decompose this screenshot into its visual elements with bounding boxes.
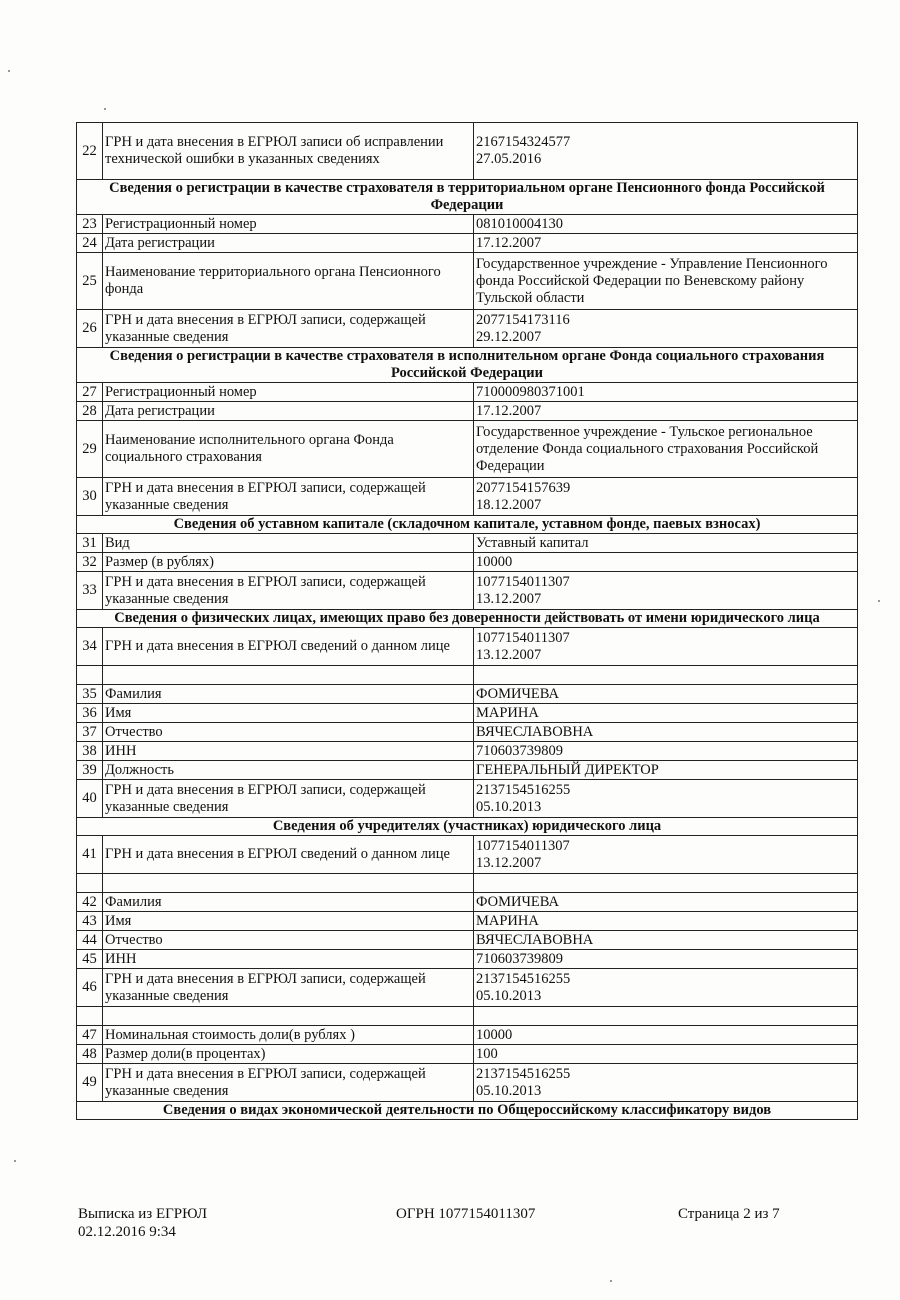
footer-doc-title: Выписка из ЕГРЮЛ xyxy=(78,1206,207,1222)
row-number: 41 xyxy=(77,836,103,874)
field-value-line: ФОМИЧЕВА xyxy=(476,893,559,910)
footer-datetime: 02.12.2016 9:34 xyxy=(78,1224,176,1240)
empty-cell xyxy=(103,1007,474,1026)
field-value-line: 2137154516255 xyxy=(476,1065,571,1082)
field-label: Наименование исполнительного органа Фонда социального страхования xyxy=(103,421,474,478)
field-value-line: 710603739809 xyxy=(476,950,563,967)
table-row xyxy=(77,572,858,610)
row-number: 29 xyxy=(77,421,103,478)
field-value-line: ВЯЧЕСЛАВОВНА xyxy=(476,723,594,740)
field-label: ИНН xyxy=(103,742,474,761)
field-value-line: 2137154516255 xyxy=(476,970,571,987)
table-row xyxy=(77,123,858,180)
row-number: 28 xyxy=(77,402,103,421)
table-row xyxy=(77,1064,858,1102)
field-value-line: 18.12.2007 xyxy=(476,496,542,513)
field-value-line: 1077154011307 xyxy=(476,837,570,854)
row-number: 42 xyxy=(77,893,103,912)
field-value-line: 17.12.2007 xyxy=(476,234,542,251)
field-value-line: 1077154011307 xyxy=(476,573,570,590)
field-value-line: 05.10.2013 xyxy=(476,798,542,815)
field-label: Регистрационный номер xyxy=(103,383,474,402)
table-row xyxy=(77,704,858,723)
field-label: ГРН и дата внесения в ЕГРЮЛ сведений о данном лице xyxy=(103,836,474,874)
row-number: 23 xyxy=(77,215,103,234)
field-value-line: 710000980371001 xyxy=(476,383,585,400)
field-value xyxy=(474,836,858,874)
field-value xyxy=(474,1026,858,1045)
section-header-row xyxy=(77,818,858,836)
table-row xyxy=(77,421,858,478)
section-title: Сведения о регистрации в качестве страхователя в исполнительном органе Фонда социального страхования Российской Федерации xyxy=(77,348,858,383)
table-row xyxy=(77,310,858,348)
scan-speck xyxy=(14,1160,16,1162)
section-title: Сведения о видах экономической деятельности по Общероссийскому классификатору видов xyxy=(77,1102,858,1120)
field-label: Фамилия xyxy=(103,685,474,704)
empty-cell xyxy=(474,1007,858,1026)
field-label: ГРН и дата внесения в ЕГРЮЛ сведений о данном лице xyxy=(103,628,474,666)
row-number: 22 xyxy=(77,123,103,180)
field-label: Регистрационный номер xyxy=(103,215,474,234)
field-value-line: МАРИНА xyxy=(476,704,539,721)
table-row xyxy=(77,969,858,1007)
field-value xyxy=(474,704,858,723)
field-value xyxy=(474,215,858,234)
field-value xyxy=(474,931,858,950)
field-value xyxy=(474,1045,858,1064)
section-title: Сведения об уставном капитале (складочном капитале, уставном фонде, паевых взносах) xyxy=(77,516,858,534)
row-number: 27 xyxy=(77,383,103,402)
empty-cell xyxy=(77,666,103,685)
row-number: 40 xyxy=(77,780,103,818)
field-label: ИНН xyxy=(103,950,474,969)
row-number: 24 xyxy=(77,234,103,253)
field-value xyxy=(474,628,858,666)
empty-cell xyxy=(474,874,858,893)
row-number: 37 xyxy=(77,723,103,742)
field-value xyxy=(474,723,858,742)
field-value xyxy=(474,761,858,780)
field-value-line: 10000 xyxy=(476,553,513,570)
row-number: 43 xyxy=(77,912,103,931)
row-number: 48 xyxy=(77,1045,103,1064)
document-sheet xyxy=(76,122,856,1120)
field-value xyxy=(474,383,858,402)
egrul-table xyxy=(76,122,858,1120)
field-value xyxy=(474,685,858,704)
field-value xyxy=(474,1064,858,1102)
row-number: 49 xyxy=(77,1064,103,1102)
scan-speck xyxy=(878,600,880,602)
table-row xyxy=(77,780,858,818)
section-title: Сведения о физических лицах, имеющих право без доверенности действовать от имени юридического лица xyxy=(77,610,858,628)
row-number: 30 xyxy=(77,478,103,516)
footer-ogrn: ОГРН 1077154011307 xyxy=(396,1206,536,1222)
egrul-table-body xyxy=(77,123,858,1120)
field-value xyxy=(474,421,858,478)
scan-speck xyxy=(610,1280,612,1282)
field-label: ГРН и дата внесения в ЕГРЮЛ записи, содержащей указанные сведения xyxy=(103,780,474,818)
field-value xyxy=(474,950,858,969)
field-value-line: ГЕНЕРАЛЬНЫЙ ДИРЕКТОР xyxy=(476,761,659,778)
row-number: 26 xyxy=(77,310,103,348)
row-number: 35 xyxy=(77,685,103,704)
field-value xyxy=(474,893,858,912)
field-label: Вид xyxy=(103,534,474,553)
empty-cell xyxy=(77,874,103,893)
empty-cell xyxy=(77,1007,103,1026)
field-value xyxy=(474,553,858,572)
table-row xyxy=(77,761,858,780)
table-row xyxy=(77,912,858,931)
row-number: 46 xyxy=(77,969,103,1007)
empty-cell xyxy=(103,874,474,893)
table-row xyxy=(77,893,858,912)
field-value-line: ФОМИЧЕВА xyxy=(476,685,559,702)
row-number: 44 xyxy=(77,931,103,950)
field-label: Дата регистрации xyxy=(103,234,474,253)
table-row xyxy=(77,383,858,402)
field-value xyxy=(474,742,858,761)
blank-row xyxy=(77,874,858,893)
table-row xyxy=(77,215,858,234)
field-label: Размер (в рублях) xyxy=(103,553,474,572)
row-number: 25 xyxy=(77,253,103,310)
field-label: ГРН и дата внесения в ЕГРЮЛ записи, содержащей указанные сведения xyxy=(103,310,474,348)
table-row xyxy=(77,402,858,421)
field-value xyxy=(474,969,858,1007)
field-value xyxy=(474,234,858,253)
field-value-line: 29.12.2007 xyxy=(476,328,542,345)
field-value-line: 13.12.2007 xyxy=(476,646,542,663)
field-label: Имя xyxy=(103,912,474,931)
field-value-line: 10000 xyxy=(476,1026,513,1043)
section-title: Сведения об учредителях (участниках) юридического лица xyxy=(77,818,858,836)
table-row xyxy=(77,950,858,969)
table-row xyxy=(77,253,858,310)
table-row xyxy=(77,836,858,874)
field-label: Должность xyxy=(103,761,474,780)
field-value-line: 1077154011307 xyxy=(476,629,570,646)
row-number: 31 xyxy=(77,534,103,553)
row-number: 38 xyxy=(77,742,103,761)
table-row xyxy=(77,1026,858,1045)
row-number: 47 xyxy=(77,1026,103,1045)
field-value-line: 100 xyxy=(476,1045,498,1062)
field-value-line: 2077154157639 xyxy=(476,479,571,496)
row-number: 39 xyxy=(77,761,103,780)
field-value-line: 2167154324577 xyxy=(476,134,571,150)
field-value-line: Государственное учреждение - Управление Пенсионного фонда Российской Федерации по Веневскому району Тульской области xyxy=(476,255,828,306)
footer-left xyxy=(78,1205,207,1241)
table-row xyxy=(77,742,858,761)
field-value-line: 2077154173116 xyxy=(476,311,570,328)
field-label: Дата регистрации xyxy=(103,402,474,421)
field-label: ГРН и дата внесения в ЕГРЮЛ записи, содержащей указанные сведения xyxy=(103,1064,474,1102)
table-row xyxy=(77,478,858,516)
field-value-line: 27.05.2016 xyxy=(476,151,542,167)
field-label: Отчество xyxy=(103,931,474,950)
field-value-line: 081010004130 xyxy=(476,215,563,232)
section-header-row xyxy=(77,348,858,383)
field-value-line: МАРИНА xyxy=(476,912,539,929)
field-value-line: Государственное учреждение - Тульское региональное отделение Фонда социального страхования Российской Федерации xyxy=(476,423,819,474)
field-label: ГРН и дата внесения в ЕГРЮЛ записи, содержащей указанные сведения xyxy=(103,969,474,1007)
blank-row xyxy=(77,666,858,685)
field-label: ГРН и дата внесения в ЕГРЮЛ записи об исправлении технической ошибки в указанных сведениях xyxy=(103,123,474,180)
table-row xyxy=(77,1045,858,1064)
table-row xyxy=(77,685,858,704)
row-number: 33 xyxy=(77,572,103,610)
blank-row xyxy=(77,1007,858,1026)
row-number: 34 xyxy=(77,628,103,666)
section-header-row xyxy=(77,610,858,628)
scan-speck xyxy=(8,70,10,72)
field-value-line: 05.10.2013 xyxy=(476,987,542,1004)
section-header-row xyxy=(77,180,858,215)
field-value-line: 17.12.2007 xyxy=(476,402,542,419)
field-label: Наименование территориального органа Пенсионного фонда xyxy=(103,253,474,310)
scan-speck xyxy=(104,108,106,110)
footer-page-number: Страница 2 из 7 xyxy=(678,1206,780,1222)
section-header-row xyxy=(77,516,858,534)
field-value-line: ВЯЧЕСЛАВОВНА xyxy=(476,931,594,948)
table-row xyxy=(77,553,858,572)
field-value-line: 710603739809 xyxy=(476,742,563,759)
field-value-line: 2137154516255 xyxy=(476,781,571,798)
field-value-line: 13.12.2007 xyxy=(476,590,542,607)
field-value xyxy=(474,123,858,180)
field-label: Имя xyxy=(103,704,474,723)
field-value-line: 05.10.2013 xyxy=(476,1082,542,1099)
field-label: Фамилия xyxy=(103,893,474,912)
empty-cell xyxy=(103,666,474,685)
field-value-line: Уставный капитал xyxy=(476,534,589,551)
table-row xyxy=(77,534,858,553)
table-row xyxy=(77,723,858,742)
row-number: 36 xyxy=(77,704,103,723)
field-value xyxy=(474,534,858,553)
field-value xyxy=(474,912,858,931)
section-header-row xyxy=(77,1102,858,1120)
table-row xyxy=(77,234,858,253)
table-row xyxy=(77,931,858,950)
field-label: ГРН и дата внесения в ЕГРЮЛ записи, содержащей указанные сведения xyxy=(103,572,474,610)
field-label: ГРН и дата внесения в ЕГРЮЛ записи, содержащей указанные сведения xyxy=(103,478,474,516)
field-value xyxy=(474,478,858,516)
section-title: Сведения о регистрации в качестве страхователя в территориальном органе Пенсионного фонда Российской Федерации xyxy=(77,180,858,215)
field-value xyxy=(474,253,858,310)
row-number: 32 xyxy=(77,553,103,572)
field-value xyxy=(474,310,858,348)
row-number: 45 xyxy=(77,950,103,969)
field-value-line: 13.12.2007 xyxy=(476,854,542,871)
empty-cell xyxy=(474,666,858,685)
field-label: Отчество xyxy=(103,723,474,742)
field-label: Номинальная стоимость доли(в рублях ) xyxy=(103,1026,474,1045)
field-value xyxy=(474,780,858,818)
field-label: Размер доли(в процентах) xyxy=(103,1045,474,1064)
table-row xyxy=(77,628,858,666)
field-value xyxy=(474,572,858,610)
field-value xyxy=(474,402,858,421)
